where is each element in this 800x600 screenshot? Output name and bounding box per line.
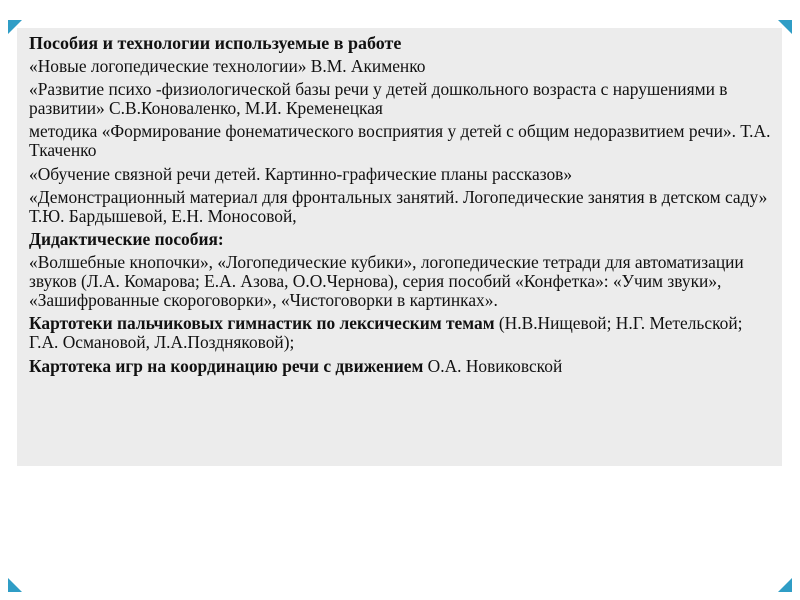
paragraph bbox=[29, 57, 774, 76]
slide bbox=[8, 20, 792, 592]
paragraph bbox=[29, 253, 774, 310]
paragraph bbox=[29, 80, 774, 118]
paragraph bbox=[29, 188, 774, 226]
paragraph-text: (Н.В.Нищевой; Н.Г. Метельской; Г.А. Османовой, Л.А.Поздняковой); bbox=[29, 313, 743, 353]
corner-accent bbox=[778, 578, 792, 592]
paragraph bbox=[29, 357, 774, 376]
paragraph-text: «Волшебные кнопочки», «Логопедические кубики», логопедические тетради для автоматизации звуков (Л.А. Комарова; Е.А. Азова, О.О.Чернова), серия пособий «Конфетка»: «Учим звуки», «Зашифрованные скороговорки», «Чистоговорки в картинках». bbox=[29, 252, 744, 311]
content-panel bbox=[17, 28, 782, 466]
paragraph bbox=[29, 122, 774, 160]
text-block bbox=[29, 34, 774, 380]
paragraph bbox=[29, 314, 774, 352]
corner-accent bbox=[8, 578, 22, 592]
slide-title: Пособия и технологии используемые в работе bbox=[29, 33, 402, 53]
paragraph-text: «Новые логопедические технологии» В.М. Акименко bbox=[29, 56, 426, 76]
paragraph-text: методика «Формирование фонематического восприятия у детей с общим недоразвитием речи». Т.А. Ткаченко bbox=[29, 121, 771, 161]
paragraph-bold: Картотеки пальчиковых гимнастик по лексическим темам bbox=[29, 313, 495, 334]
paragraph bbox=[29, 165, 774, 184]
section-heading bbox=[29, 230, 774, 249]
paragraph-text: О.А. Новиковской bbox=[423, 355, 563, 376]
paragraph-bold: Дидактические пособия: bbox=[29, 228, 224, 249]
paragraph-bold: Картотека игр на координацию речи с движением bbox=[29, 355, 424, 376]
paragraph-text: «Демонстрационный материал для фронтальных занятий. Логопедические занятия в детском саду» Т.Ю. Бардышевой, Е.Н. Моносовой, bbox=[29, 186, 768, 226]
paragraph-text: «Развитие психо -физиологической базы речи у детей дошкольного возраста с нарушениями в развитии» С.В.Коноваленко, М.И. Кременецкая bbox=[29, 79, 728, 119]
paragraph-text: «Обучение связной речи детей. Картинно-графические планы рассказов» bbox=[29, 163, 573, 184]
